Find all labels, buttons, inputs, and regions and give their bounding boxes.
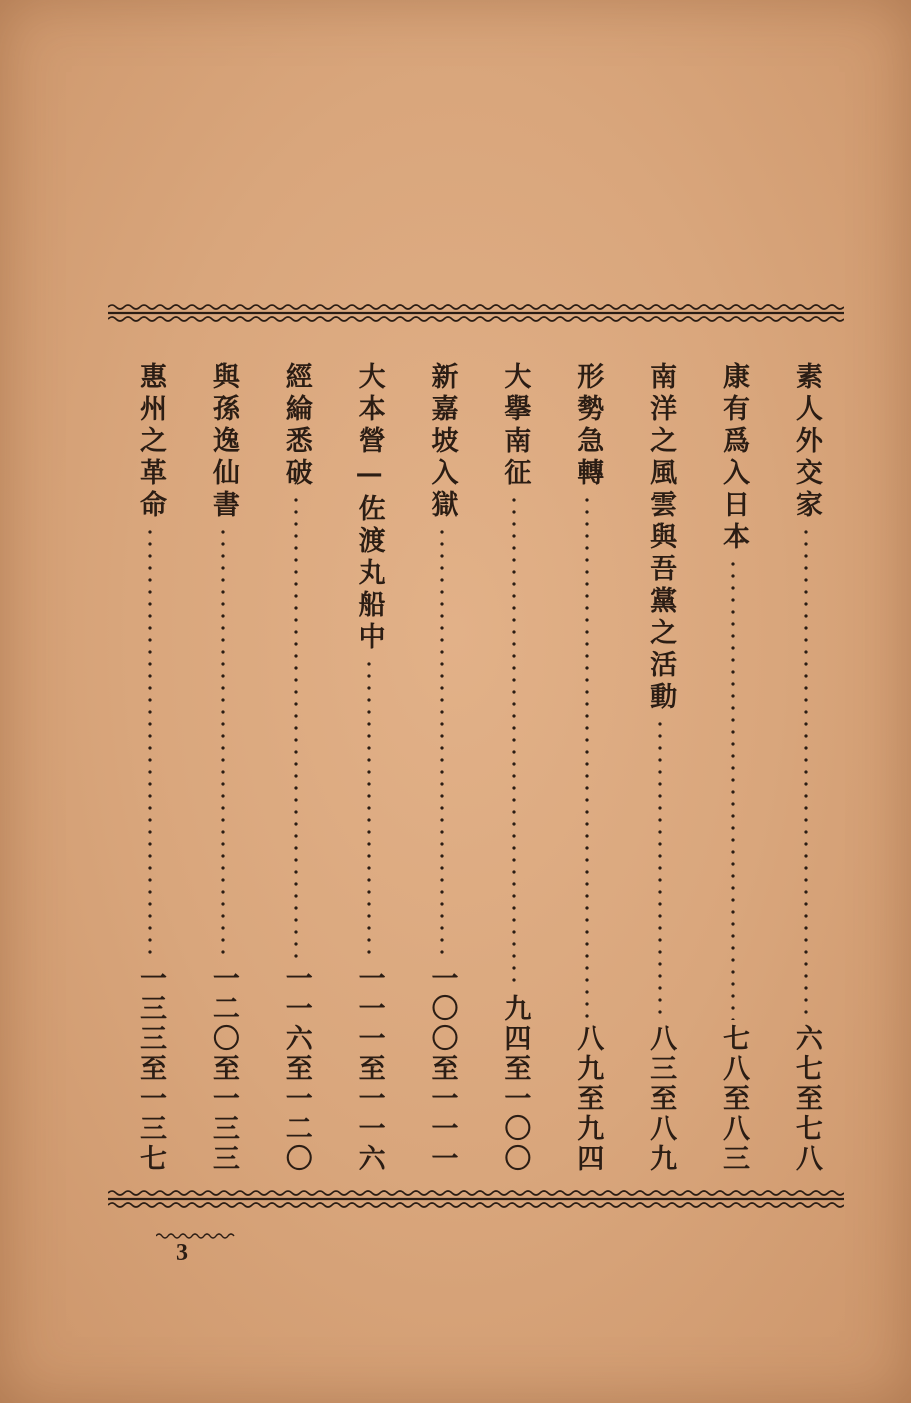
toc-entry-title: 素人外交家 (790, 362, 822, 522)
toc-entry-pages: 一二〇至一三三 (207, 964, 239, 1174)
toc-dot-leader (585, 494, 589, 1020)
toc-dot-leader (221, 526, 225, 960)
table-of-contents (110, 362, 840, 1174)
toc-entry-pages: 八三至八九 (645, 1024, 677, 1174)
toc-dot-leader (731, 558, 735, 1020)
toc-entry-title: 與孫逸仙書 (207, 362, 239, 522)
toc-entry-pages: 八九至九四 (572, 1024, 604, 1174)
toc-entry-title: 經綸悉破 (280, 362, 312, 490)
toc-entry (422, 362, 462, 1174)
toc-entry-pages: 六七至七八 (790, 1024, 822, 1174)
toc-entry (130, 362, 170, 1174)
toc-entry-title: 惠州之革命 (135, 362, 166, 522)
toc-dot-leader (512, 494, 516, 990)
toc-entry-pages: 一一一至一一六 (353, 964, 385, 1174)
toc-entry (713, 362, 753, 1174)
toc-dot-leader (148, 526, 152, 960)
page-number: 3 (176, 1240, 188, 1266)
toc-entry-title: 大本營—佐渡丸船中 (353, 362, 385, 654)
toc-entry (203, 362, 243, 1174)
page-number-ornament (156, 1231, 236, 1241)
toc-entry-pages: 一〇〇至一一一 (426, 964, 458, 1174)
toc-entry-pages: 七八至八三 (718, 1024, 749, 1174)
toc-entry (640, 362, 680, 1174)
toc-entry (567, 362, 607, 1174)
toc-entry (349, 362, 389, 1174)
toc-dot-leader (440, 526, 444, 960)
toc-entry-title: 形勢急轉 (572, 362, 604, 490)
toc-entry-title: 大擧南征 (499, 362, 531, 490)
toc-entry-title: 康有爲入日本 (718, 362, 749, 554)
toc-entry (786, 362, 826, 1174)
top-ornamental-rule (108, 302, 844, 324)
toc-entry-pages: 九四至一〇〇 (499, 994, 531, 1174)
toc-dot-leader (294, 494, 298, 960)
toc-entry-pages: 一一六至一二〇 (280, 964, 312, 1174)
toc-entry-title: 南洋之風雲與吾黨之活動 (645, 362, 677, 714)
toc-entry (494, 362, 534, 1174)
toc-entry-title: 新嘉坡入獄 (426, 362, 458, 522)
toc-entry-pages: 一三三至一三七 (135, 964, 166, 1174)
toc-dot-leader (658, 718, 662, 1020)
toc-dot-leader (804, 526, 808, 1020)
bottom-ornamental-rule (108, 1188, 844, 1210)
toc-dot-leader (367, 658, 371, 960)
toc-entry (276, 362, 316, 1174)
